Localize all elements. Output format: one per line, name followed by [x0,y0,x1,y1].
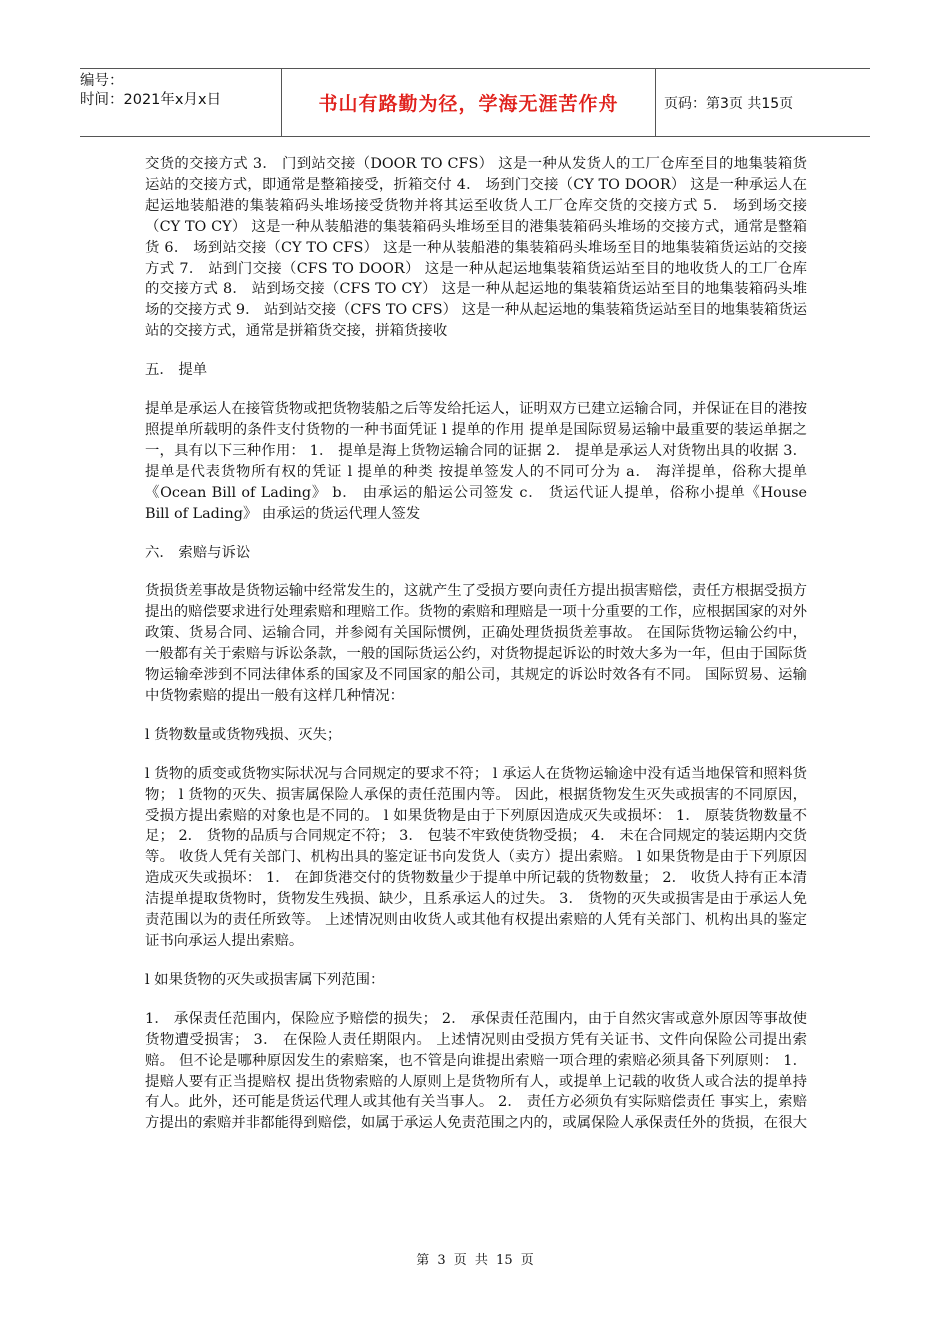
header-meta-cell [80,69,282,136]
header-motto: 书山有路勤为径，学海无涯苦作舟 [318,93,619,115]
header-motto-cell [282,69,656,136]
document-date-label: 时间：2021年x月x日 [80,92,222,108]
section-heading-claims: 六． 索赔与诉讼 [145,544,251,561]
section-heading-bill-of-lading: 五． 提单 [145,362,208,379]
paragraph-claims-bullet-1: l 货物数量或货物残损、灭失； [145,726,342,743]
document-number-label: 编号： [80,73,124,89]
page-footer: 第 3 页 共 15 页 [416,1253,534,1268]
paragraph-claims-bullet-3: l 如果货物的灭失或损害属下列范围： [145,971,385,988]
paragraph-claims-principles: 1． 承保责任范围内，保险应予赔偿的损失； 2． 承保责任范围内，由于自然灾害或意外原因等事故使货物遭受损害； 3． 在保险人责任期限内。 上述情况则由受损方凭有关证书、文件向保险公司提出索赔。 但不论是哪种原因发生的索赔案，也不管是向谁提出索赔一项合理的索赔必须具备下列原则： 1． 提赔人要有正当提赔权 提出货物索赔的人原则上是货物所有人，或提单上记载的收货人或合法的提单持有人。此外，还可能是货运代理人或其他有关当事人。 2． 责任方必须负有实际赔偿责任 事实上，索赔方提出的索赔并非都能得到赔偿，如属于承运人免责范围之内的，或属保险人承保责任外的货损，在很大 [145,1010,807,1132]
paragraph-claims-intro: 货损货差事故是货物运输中经常发生的，这就产生了受损方要向责任方提出损害赔偿，责任方根据受损方提出的赔偿要求进行处理索赔和理赔工作。货物的索赔和理赔是一项十分重要的工作，应根据国家的对外政策、货易合同、运输合同，并参阅有关国际惯例，正确处理货损货差事故。 在国际货物运输公约中，一般都有关于索赔与诉讼条款，一般的国际货运公约，对货物提起诉讼的时效大多为一年，但由于国际货物运输牵涉到不同法律体系的国家及不同国家的船公司，其规定的诉讼时效各有不同。 国际贸易、运输中货物索赔的提出一般有这样几种情况： [145,583,807,704]
paragraph-claims-bullet-2: l 货物的质变或货物实际状况与合同规定的要求不符； l 承运人在货物运输途中没有适当地保管和照料货物； l 货物的灭失、损害属保险人承保的责任范围内等。 因此，根据货物发生灭失或损害的不同原因，受损方提出索赔的对象也是不同的。 l 如果货物是由于下列原因造成灭失或损坏： 1． 原装货物数量不足； 2． 货物的品质与合同规定不符； 3． 包装不牢致使货物受损； 4． 未在合同规定的装运期内交货等。 收货人凭有关部门、机构出具的鉴定证书向发货人（卖方）提出索赔。 l 如果货物是由于下列原因造成灭失或损坏： 1． 在卸货港交付的货物数量少于提单中所记载的货物数量； 2． 收货人持有正本清洁提单提取货物时，货物发生残损、缺少，且系承运人的过失。 3． 货物的灭失或损害是由于承运人免责范围以为的责任所致等。 上述情况则由收货人或其他有权提出索赔的人凭有关部门、机构出具的鉴定证书向承运人提出索赔。 [145,765,807,949]
paragraph-bill-of-lading: 提单是承运人在接管货物或把货物装船之后等发给托运人，证明双方已建立运输合同，并保证在目的港按照提单所载明的条件支付货物的一种书面凭证 l 提单的作用 提单是国际贸易运输中最重要的装运单据之一，具有以下三种作用： 1． 提单是海上货物运输合同的证据 2． 提单是承运人对货物出具的收据 3． 提单是代表货物所有权的凭证 l 提单的种类 按提单签发人的不同可分为 a． 海洋提单，俗称大提单《Ocean Bill of Lading》 b． 由承运的船运公司签发 c． 货运代证人提单，俗称小提单《House Bill of Lading》 由承运的货运代理人签发 [145,401,807,522]
page-header [80,68,870,137]
document-body [145,154,807,1152]
paragraph-handover-methods: 交货的交接方式 3． 门到站交接（DOOR TO CFS） 这是一种从发货人的工厂仓库至目的地集装箱货运站的交接方式，即通常是整箱接受，折箱交付 4． 场到门交接（CY TO DOOR） 这是一种承运人在起运地装船港的集装箱码头堆场接受货物并将其运至收货人工厂仓库交货的交接方式 5． 场到场交接（CY TO CY） 这是一种从装船港的集装箱码头堆场至目的港集装箱码头堆场的交接方式，通常是整箱货 6． 场到站交接（CY TO CFS） 这是一种从装船港的集装箱码头堆场至目的地集装箱货运站的交接方式 7． 站到门交接（CFS TO DOOR） 这是一种从起运地集装箱货运站至目的地收货人的工厂仓库的交接方式 8． 站到场交接（CFS TO CY） 这是一种从起运地的集装箱货运站至目的地集装箱码头堆场的交接方式 9． 站到站交接（CFS TO CFS） 这是一种从起运地的集装箱货运站至目的地集装箱货运站的交接方式，通常是拼箱货交接，拼箱货接收 [145,156,807,340]
header-page-info: 页码：第3页 共15页 [664,95,794,112]
header-page-cell [656,69,870,136]
